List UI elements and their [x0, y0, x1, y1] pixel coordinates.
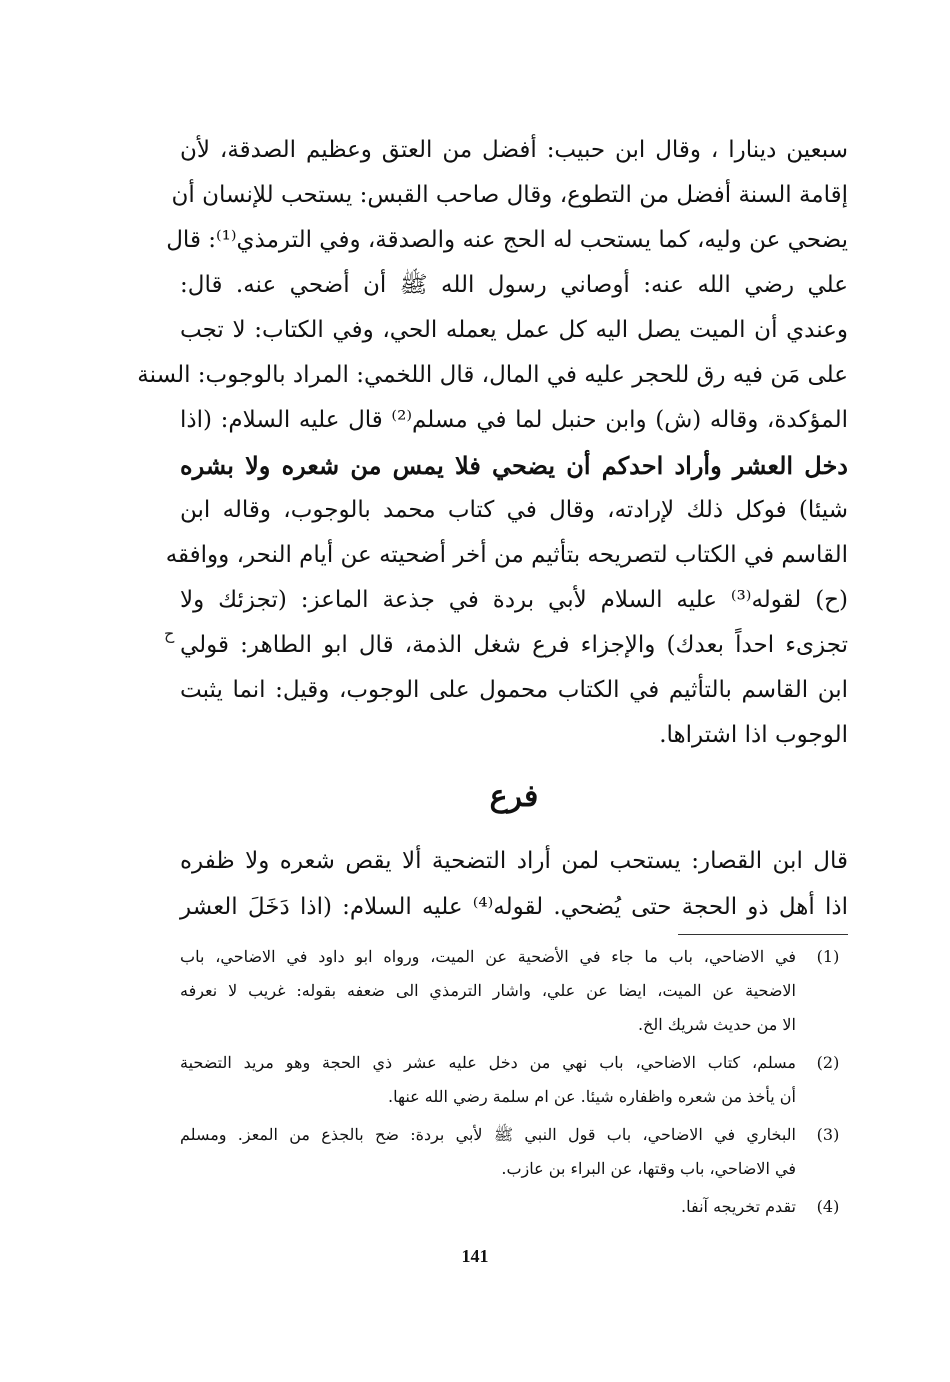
footnote-line: الاضحية عن الميت، ايضا عن علي، واشار الترمذي الى ضعفه بقوله: غريب لا نعرفه: [180, 981, 797, 1000]
footnotes: [180, 940, 848, 1228]
text-line: المؤكدة، وقاله (ش) وابن حنبل لما في مسلم⁽²⁾ قال عليه السلام: (اذا: [180, 407, 849, 433]
section-text: [180, 838, 848, 930]
text-line: (ح) لقوله⁽³⁾ عليه السلام لأبي بردة في جذعة الماعز: (تجزئك ولا: [180, 587, 848, 613]
text-line: القاسم في الكتاب لتصريحه بتأثيم من أخر أضحيته عن أيام النحر، ووافقه: [165, 542, 848, 568]
margin-mark: ح: [164, 624, 175, 643]
text-line: علي رضي الله عنه: أوصاني رسول الله ﷺ أن أضحي عنه. قال:: [180, 272, 849, 298]
footnote-line: الا من حديث شريك الخ.: [637, 1015, 796, 1034]
footnote-line: في الاضاحي، باب ما جاء في الأضحية عن الميت، ورواه ابو داود في الاضاحي، باب: [180, 947, 797, 966]
main-text: [137, 128, 849, 758]
text-line-hadith: دخل العشر وأراد احدكم أن يضحي فلا يمس من شعره ولا بشره: [180, 451, 848, 480]
footnote-number: (4): [816, 1197, 840, 1216]
footnote-line: البخاري في الاضاحي، باب قول النبي ﷺ لأبي بردة: ضح بالجذع من المعز. ومسلم: [180, 1125, 796, 1144]
text-line: اذا أهل ذو الحجة حتى يُضحي. لقوله⁽⁴⁾ عليه السلام: (اذا دَخَلَ العشر: [180, 894, 848, 920]
text-line: تجزىء احداً بعدك) والإجزاء فرع شغل الذمة، قال ابو الطاهر: قولي: [180, 632, 848, 658]
text-line: على مَن فيه رق للحجر عليه في المال، قال اللخمي: المراد بالوجوب: السنة: [137, 362, 848, 388]
footnote: [180, 1190, 848, 1224]
text-line: وعندي أن الميت يصل اليه كل عمل يعمله الحي، وفي الكتاب: لا تجب: [180, 317, 848, 343]
footnote-line: تقدم تخريجه آنفا.: [681, 1197, 796, 1216]
page-number: 141: [461, 1246, 489, 1266]
text-line: شيئا) فوكل ذلك لإرادته، وقال في كتاب محمد بالوجوب، وقاله ابن: [180, 497, 848, 523]
section-heading: فرع: [489, 779, 539, 814]
footnote-line: مسلم، كتاب الاضاحي، باب نهي من دخل عليه عشر ذي الحجة وهو مريد التضحية: [180, 1053, 796, 1072]
footnote-number: (1): [816, 947, 840, 966]
footnote-number: (2): [816, 1053, 840, 1072]
footnote: [180, 1118, 848, 1186]
footnote-line: أن يأخذ من شعره واظفاره شيئا. عن ام سلمة رضي الله عنها.: [387, 1087, 796, 1106]
text-line: قال ابن القصار: يستحب لمن أراد التضحية ألا يقص شعره ولا ظفره: [180, 848, 848, 874]
footnote-number: (3): [816, 1125, 840, 1144]
text-line: سبعين دينارا ، وقال ابن حبيب: أفضل من العتق وعظيم الصدقة، لأن: [180, 137, 848, 163]
text-line: ابن القاسم بالتأثيم في الكتاب محمول على الوجوب، وقيل: انما يثبت: [180, 677, 848, 703]
text-line: إقامة السنة أفضل من التطوع، وقال صاحب القبس: يستحب للإنسان أن: [171, 182, 848, 208]
footnote: [180, 1046, 848, 1114]
footnote: [180, 940, 848, 1042]
footnote-line: في الاضاحي، باب وقتها، عن البراء بن عازب.: [501, 1159, 796, 1178]
footnote-separator: [678, 934, 848, 935]
text-line: الوجوب اذا اشتراها.: [659, 722, 848, 748]
text-line: يضحي عن وليه، كما يستحب له الحج عنه والصدقة، وفي الترمذي⁽¹⁾: قال: [166, 227, 848, 253]
